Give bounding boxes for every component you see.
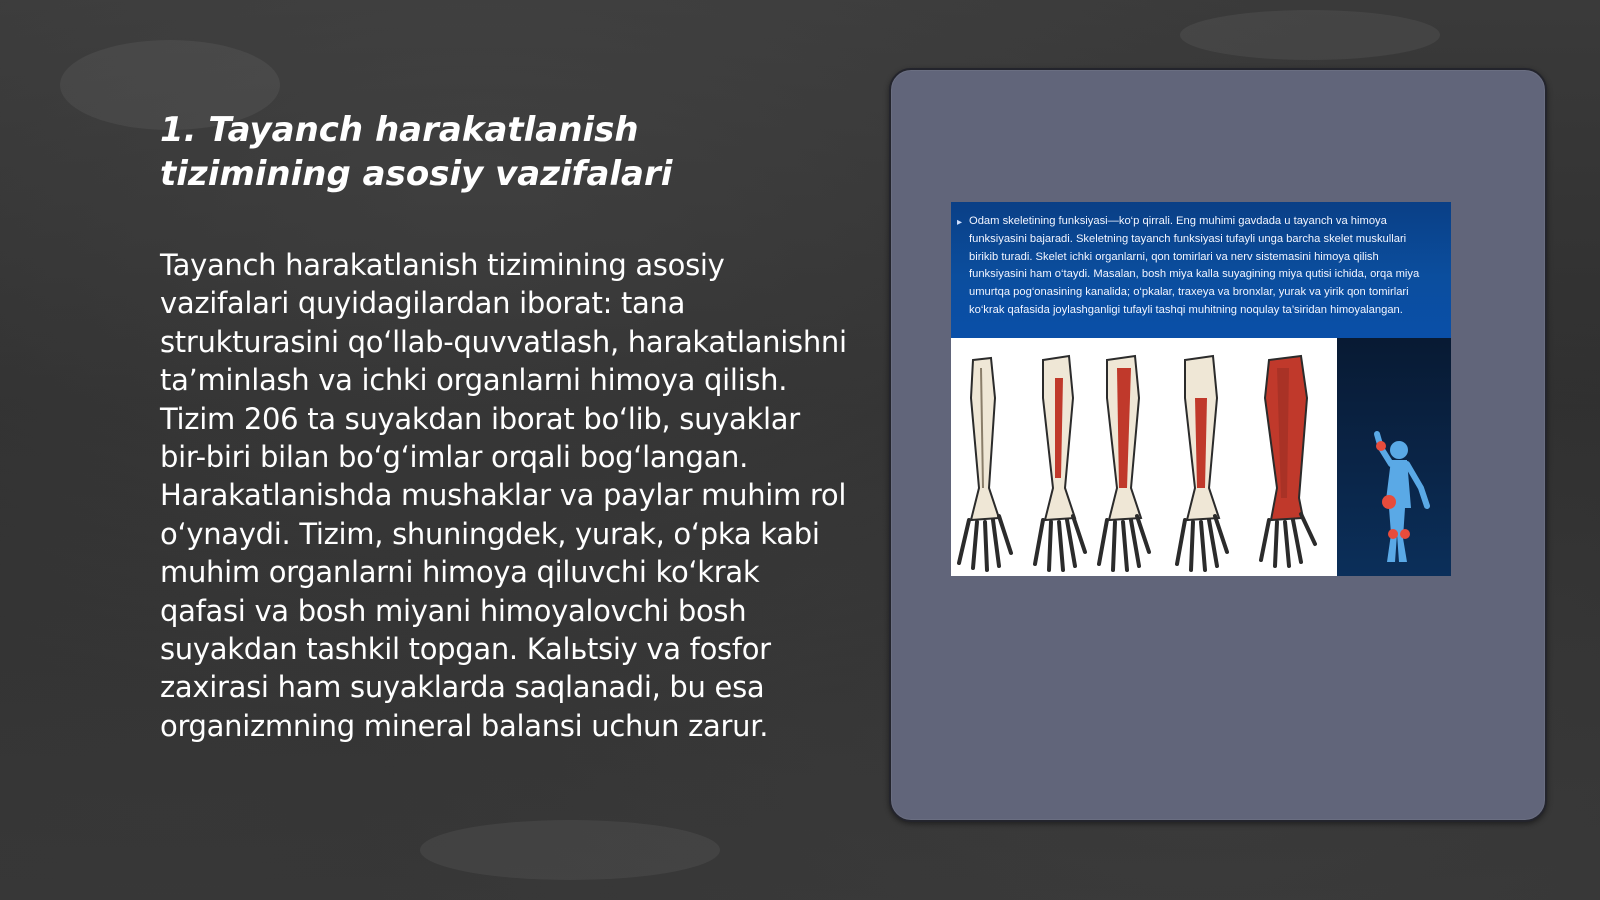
forearm-anatomy-illustration [951, 338, 1337, 576]
slide-body-text: Tayanch harakatlanish tizimining asosiy vazifalari quyidagilardan iborat: tana strukturasini qo‘llab-quvvatlash, harakatlanishni ta’minlash va ichki organlarni himoya qilish. Tizim 206 ta suyakdan iborat bo‘lib, suyaklar bir-biri bilan bo‘g‘imlar orqali bog‘langan. Harakatlanishda mushaklar va paylar muhim rol o‘ynaydi. Tizim, shuningdek, yurak, o‘pka kabi muhim organlarni himoya qiluvchi ko‘krak qafasi va bosh miyani himoyalovchi bosh suyakdan tashkil topgan. Kalьtsiy va fosfor zaxirasi ham suyaklarda saqlanadi, bu esa organizmning mineral balansi uchun zarur. [160, 248, 847, 743]
forearm-muscle-5 [1261, 356, 1315, 566]
arm-illustrations [951, 338, 1337, 576]
chalk-smudge [1180, 10, 1440, 60]
bullet-arrow-icon: ▸ [957, 217, 963, 228]
figure-caption-box [951, 202, 1451, 338]
forearm-skeleton-1 [959, 358, 1011, 570]
forearm-muscle-3 [1099, 356, 1149, 570]
forearm-muscle-2 [1035, 356, 1085, 570]
image-panel [889, 68, 1547, 822]
forearm-muscle-4 [1177, 356, 1227, 570]
figure-dark-side-panel [1337, 338, 1451, 576]
chalk-smudge [420, 820, 720, 880]
figure-caption-text: Odam skeletining funksiyasi—ko‘p qirrali. Eng muhimi gavdada u tayanch va himoya funksiyasini bajaradi. Skeletning tayanch funksiyasi tufayli unga barcha skelet muskullari birikib turadi. Skelet ichki organlarni, qon tomirlari va nerv sistemasini himoya qilish funksiyasini ham o‘taydi. Masalan, bosh miya kalla suyagining miya qutisi ichida, orqa miya umurtqa pog‘onasining kanalida; o‘pkalar, traxeya va bronxlar, yurak va yirik qon tomirlari ko‘krak qafasida joylashganligi tufayli tashqi muhitning noqulay ta’siridan himoyalangan. [969, 215, 1420, 316]
human-body-figure-icon [1337, 338, 1451, 576]
anatomy-figure [951, 202, 1451, 576]
slide-title: 1. Tayanch harakatlanish tizimining asosiy vazifalari [160, 110, 673, 194]
